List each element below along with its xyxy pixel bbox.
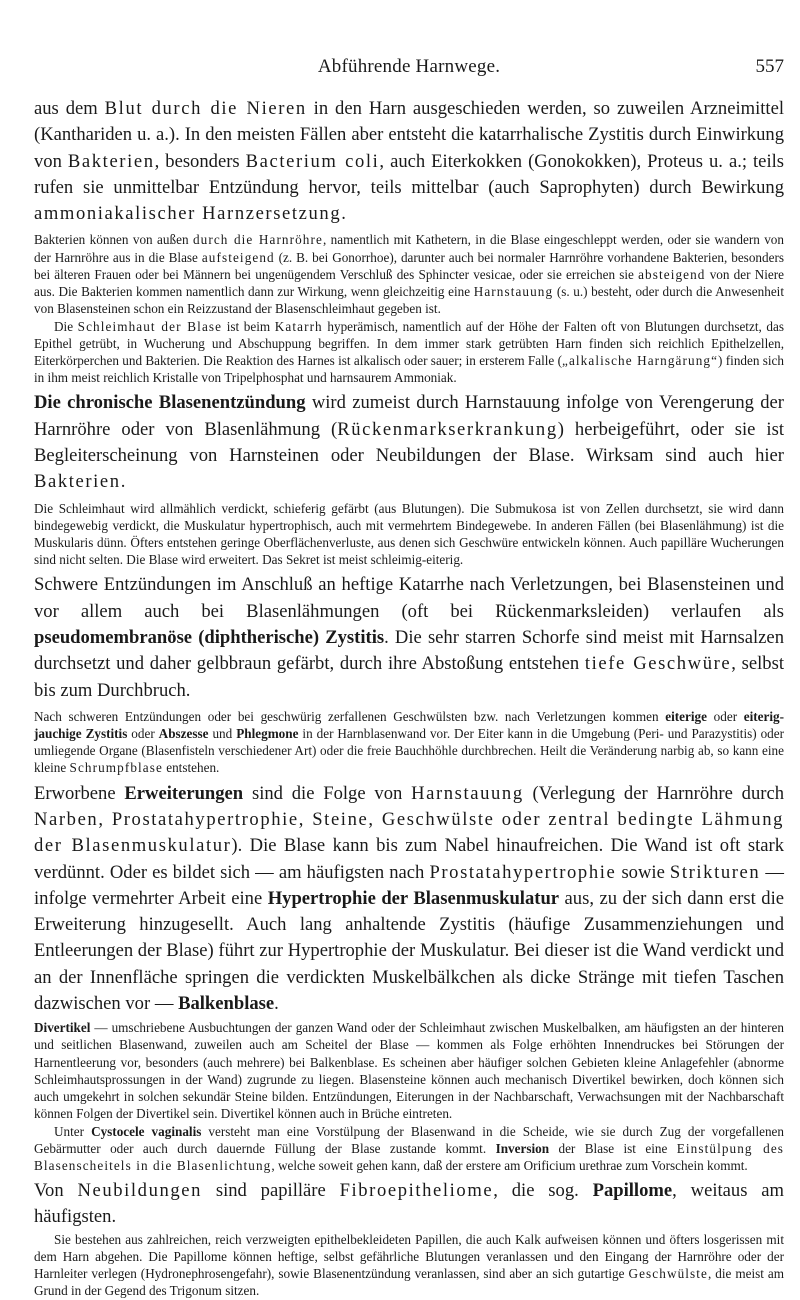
emphasis-text: aufsteigend <box>201 249 275 265</box>
emphasis-text: Narben, Prostatahypertrophie, Steine, Geschwülste oder zentral bedingte Lähmung der Blasenmuskulatur <box>34 808 784 857</box>
bold-term: Divertikel <box>34 1020 91 1036</box>
text-run: , auch Eiterkokken (Gonokokken), Proteus u. a.; teils rufen sie unmittelbar Entzündung hervor, teils mittelbar (auch Saprophyten) durch Bewirkung <box>34 150 785 198</box>
paragraph-bacteria-routes <box>34 231 784 317</box>
emphasis-text: Rückenmarkserkrankung <box>337 418 558 440</box>
paragraph-mucosa-catarrh <box>34 318 784 387</box>
bold-term: Die chronische Blasenentzündung <box>34 392 306 414</box>
emphasis-text: Geschwülste <box>628 1266 708 1282</box>
text-run: . <box>120 471 126 493</box>
emphasis-text: Strikturen <box>669 861 761 883</box>
emphasis-text: „alkalische Harngärung“ <box>562 352 719 368</box>
paragraph-chronic-mucosa <box>34 500 784 569</box>
text-run: in der Harnblasenwand vor. Der Eiter kann in die Umgebung (Peri- und Parazystitis) oder umliegende Organe (Blasenfisteln verschiedener Art) oder die freie Bauchhöhle durchbrechen. Heilt die Veränderung narbig ab, so kann eine kleine <box>34 726 785 776</box>
text-run: . <box>341 203 346 225</box>
text-run: , die meist am Grund in der Gegend des Trigonum sitzen. <box>34 1266 785 1299</box>
text-run: aus dem <box>34 98 105 119</box>
text-run: , weitaus am häufigsten. <box>34 1180 784 1228</box>
bold-term: Erweiterungen <box>124 782 244 804</box>
emphasis-text: Bacterium coli <box>245 150 380 172</box>
text-run: oder <box>127 726 159 741</box>
emphasis-text: Neubildungen <box>77 1180 203 1202</box>
bold-term: Hypertrophie der Blasenmuskulatur <box>267 887 560 909</box>
text-run: (Verlegung der Harnröhre durch <box>523 782 785 804</box>
paragraph-papillomas <box>34 1231 784 1300</box>
text-run: Die Schleimhaut wird allmählich verdickt, schieferig gefärbt (aus Blutungen). Die Submukosa ist von Zellen durchsetzt, sie wird dann bindegewebig verdickt, die Muskulatur hypertrophisch, auch mit vermehrtem Bindegewebe. In anderen Fällen (bei Blasenlähmung) ist die Muskularis dünn. Öfters entstehen geringe Oberflächenverluste, aus denen sich Geschwüre entwickeln können. Auch papilläre Wucherungen sind nicht selten. Die Blase wird erweitert. Das Sekret ist meist schleimig-eiterig. <box>34 500 784 568</box>
page-header <box>34 56 784 86</box>
text-run: Bakterien können von außen <box>34 232 193 248</box>
text-run: , welche soweit gehen kann, daß der erstere am Orificium urethrae zum Vorschein kommt. <box>271 1157 748 1173</box>
emphasis-text: Blut durch die Nieren <box>104 98 307 119</box>
paragraph-diverticula <box>34 1019 784 1122</box>
text-run: der Blase ist eine <box>549 1140 677 1156</box>
text-run: Von <box>34 1180 78 1202</box>
emphasis-text: Schrumpfblase <box>69 760 163 776</box>
bold-term: Cystocele vaginalis <box>91 1123 202 1139</box>
text-run: aus, zu der sich dann erst die Erweiterung hinzugesellt. Auch lang anhaltende Zystitis (häufige Zusammenziehungen und Entleerungen der Blase) führt zur Hypertrophie der Muskulatur. Bei dieser ist die Wand verdickt und an der Innenfläche springen die verdickten Muskelbälkchen als dicke Stränge mit tiefen Taschen dazwischen vor — <box>34 887 784 1014</box>
text-run: — infolge vermehrter Arbeit eine <box>34 861 784 909</box>
text-run: Die <box>54 318 78 334</box>
text-run: in den Harn ausgeschieden werden, so zuweilen Arzneimittel (Kanthariden u. a.). In den meisten Fällen aber entsteht die katarrhalische Zystitis durch Einwirkung von <box>34 98 784 172</box>
text-run: Sie bestehen aus zahlreichen, reich verzweigten epithelbekleideten Papillen, die auch Kalk aufweisen können und öfters losgerissen mit dem Harn abgehen. Die Papillome können heftige, selbst gefährliche Blutungen veranlassen und den Eingang der Harnröhre oder der Harnleiter verlegen (Hydronephrosengefahr), sowie Blasenentzündung veranlassen, sind aber an sich gutartige <box>34 1231 784 1282</box>
text-run: , besonders <box>154 150 246 172</box>
bold-term: Phlegmone <box>236 726 299 741</box>
text-run: , selbst bis zum Durchbruch. <box>34 653 784 701</box>
emphasis-text: Fibroepitheliome <box>339 1180 494 1202</box>
text-run: oder <box>707 708 744 724</box>
text-run: ) herbeigeführt, oder sie ist Begleiterscheinung von Harnsteinen oder Neubildungen der Blase. Wirksam sind auch hier <box>34 418 784 466</box>
emphasis-text: Harnstauung <box>411 782 524 804</box>
bold-term: Abszesse <box>158 726 209 741</box>
text-run: ) finden sich in ihm meist reichlich Kristalle von Tripelphosphat und harnsaurem Ammoniak. <box>34 352 785 386</box>
text-run: ist beim <box>222 318 275 334</box>
emphasis-text: absteigend <box>638 266 706 282</box>
text-run: . Die sehr starren Schorfe sind meist mit Harnsalzen durchsetzt und daher gelbbraun gefärbt, durch ihre Abstoßung entstehen <box>34 626 784 675</box>
page-body <box>34 96 784 1300</box>
text-run: wird zumeist durch Harnstauung infolge von Verengerung der Harnröhre oder von Blasenlähmung ( <box>34 392 785 440</box>
emphasis-text: ammoniakalischer Harnzersetzung <box>34 203 342 225</box>
paragraph-chronic-cystitis <box>34 390 784 495</box>
emphasis-text: Katarrh <box>274 318 323 334</box>
paragraph-neoplasms <box>34 1178 784 1231</box>
text-run: , namentlich mit Kathetern, in die Blase eingeschleppt werden, oder sie wandern von der Harnröhre aus in die Blase <box>34 232 784 265</box>
text-run: sind die Folge von <box>243 782 412 804</box>
emphasis-text: Bakterien <box>67 150 155 172</box>
paragraph-cystocele <box>34 1123 784 1175</box>
text-run: sowie <box>616 861 670 883</box>
text-run: Schwere Entzündungen im Anschluß an heftige Katarrhe nach Verletzungen, bei Blasensteinen und vor allem auch bei Blasenlähmungen (oft bei Rückenmarksleiden) verlaufen als <box>34 574 784 622</box>
text-run: sind papilläre <box>202 1180 340 1202</box>
emphasis-text: Harnstauung <box>473 284 554 300</box>
emphasis-text: Prostatahypertrophie <box>429 861 617 883</box>
text-run: und <box>208 726 237 741</box>
text-run: (s. u.) besteht, oder durch die Anwesenheit von Blasensteinen schon ein Reizzustand der Blasenschleimhaut gegeben ist. <box>34 284 785 317</box>
bold-term: eiterig-jauchige Zystitis <box>34 708 784 741</box>
emphasis-text: Schleimhaut der Blase <box>77 318 223 334</box>
running-title: Abführende Harnwege. <box>317 56 501 77</box>
text-run: hyperämisch, namentlich auf der Höhe der Falten oft von Blutungen durchsetzt, das Epithel getrübt, in Wucherung und Abschuppung begriffen. In dem immer stark getrübten Harn finden sich reichlich Epithelzellen, Eiterkörperchen und Bakterien. Die Reaktion des Harnes ist alkalisch oder sauer; in ersterem Falle ( <box>34 318 784 368</box>
emphasis-text: tiefe Geschwüre <box>584 653 732 675</box>
emphasis-text: Bakterien <box>34 471 121 493</box>
bold-term: eiterige <box>665 708 707 724</box>
emphasis-text: Einstülpung des Blasenscheitels in die Blasenlichtung <box>34 1140 785 1173</box>
emphasis-text: durch die Harnröhre <box>192 232 323 248</box>
paragraph-causes-blood-bacteria <box>34 96 784 227</box>
bold-term: Inversion <box>495 1140 550 1156</box>
text-run: , die sog. <box>493 1180 593 1202</box>
text-run: (z. B. bei Gonorrhoe), darunter auch bei normaler Harnröhre vorhandene Bakterien, besonders bei älteren Frauen oder bei Männern bei ungenügendem Verschluß des Sphincter vesicae, oder sie erreichen sie <box>34 249 784 282</box>
text-run: versteht man eine Vorstülpung der Blasenwand in die Scheide, wie sie durch Zug der vorgefallenen Gebärmutter oder auch durch dauernde Füllung der Blase zustande kommt. <box>34 1123 785 1156</box>
text-run: . <box>274 992 279 1014</box>
paragraph-dilatation <box>34 781 784 1018</box>
paragraph-pseudomembranous <box>34 572 784 703</box>
bold-term: Papillome <box>592 1180 673 1202</box>
text-run: von der Niere aus. Die Bakterien kommen namentlich dann zur Wirkung, wenn gleichzeitig eine <box>34 266 784 300</box>
text-run: Nach schweren Entzündungen oder bei geschwürig zerfallenen Geschwülsten bzw. nach Verletzungen kommen <box>34 708 666 724</box>
text-run: entstehen. <box>162 760 220 776</box>
bold-term: Balkenblase <box>178 992 275 1014</box>
text-run: ). Die Blase kann bis zum Nabel hinaufreichen. Die Wand ist oft stark verdünnt. Oder es bildet sich — am häufigsten nach <box>34 835 784 883</box>
text-run: Unter <box>54 1123 92 1139</box>
text-run: — umschriebene Ausbuchtungen der ganzen Wand oder der Schleimhaut zwischen Muskelbalken, am häufigsten an der hinteren und seitlichen Blasenwand, zuweilen auch am Scheitel der Blase — kommen als Folge erhöhten Innendruckes bei Störungen der Harnentleerung vor, besonders (auch mehrere) bei Balkenblase. Es scheinen aber häufiger solchen Gebieten kleine Anlagefehler (abnorme Schleimhautsprossungen in der Wand) zugrunde zu liegen. Blasensteine können auch mechanisch Divertikel bewirken, doch können sich auch umgekehrt in solchen sekundär Steine bilden. Entzündungen, Eiterungen in der Nachbarschaft, Verwachsungen mit der Nachbarschaft können Folgen der Divertikel sein. Divertikel können auch in Brüche eintreten. <box>34 1020 784 1122</box>
paragraph-purulent-cystitis <box>34 708 784 777</box>
page-number: 557 <box>755 56 784 77</box>
bold-term: pseudomembranöse (diphtherische) Zystitis <box>34 626 385 648</box>
text-run: Erworbene <box>34 782 125 804</box>
